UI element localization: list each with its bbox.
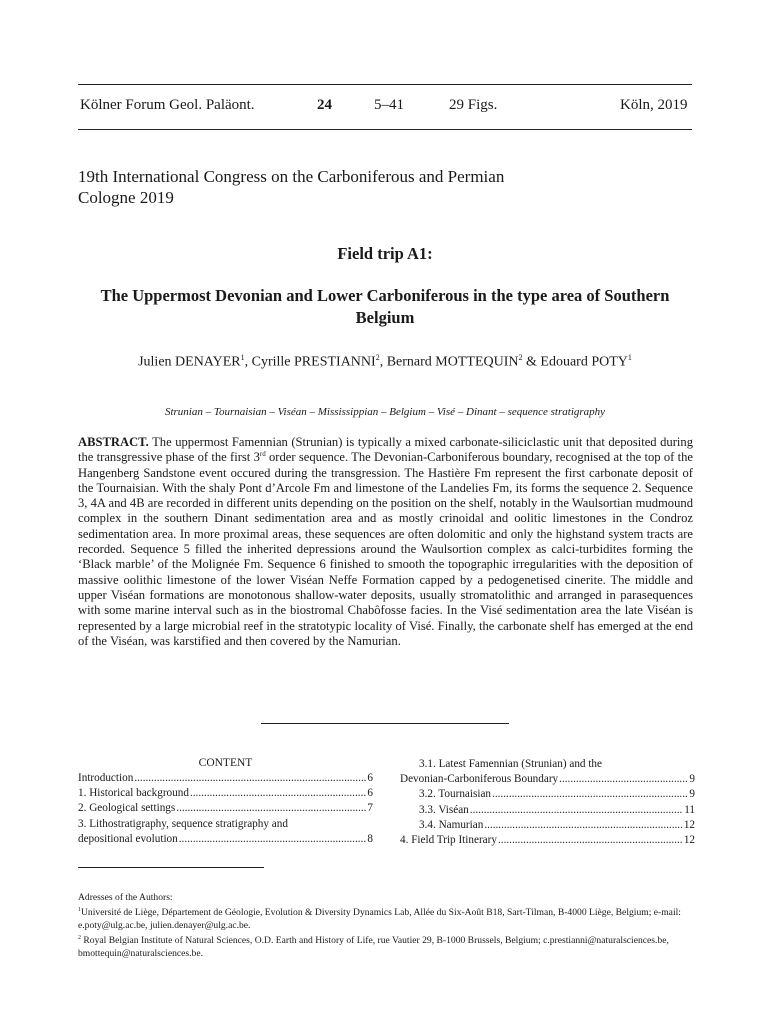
author-affiliation: 2 [518,353,523,362]
contents-left-column [78,771,373,847]
abstract-superscript: rd [259,450,266,459]
author-name: Cyrille PRESTIANNI [251,354,376,370]
footnote-heading: Adresses of the Authors: [78,892,173,903]
toc-entry[interactable]: 3.1. Latest Famennian (Strunian) and the [419,758,602,770]
toc-entry[interactable]: 3. Lithostratigraphy, sequence stratigraphy and [78,817,288,830]
toc-entry-label: Introduction [78,772,134,784]
header-rule-bottom [78,129,692,130]
toc-leader [559,772,688,787]
toc-entry-page: 9 [689,788,695,801]
journal-volume: 24 [317,97,332,113]
toc-leader [498,833,683,848]
toc-entry[interactable] [78,771,373,786]
footnote-rule [78,867,264,868]
toc-leader [134,771,366,786]
toc-entry-page: 11 [684,803,695,816]
contents-heading: CONTENT [198,757,253,769]
toc-leader [484,818,683,833]
author-name: Edouard POTY [540,354,628,370]
toc-entry-page: 9 [689,773,695,786]
abstract-text-2: order sequence. The Devonian-Carboniferous boundary, recognised at the top of the Hangenberg Sandstone event occured during the transgression. The Hastière Fm represent the first carbonate deposit of the Tournaisian. With the shaly Pont d’Arcole Fm and limestone of the Landelies Fm, its forms the sequence 2. Sequence 3, 4A and 4B are recorded in different units depending on the position on the shelf, notably in the Waulsortian mudmound complex in the southern Dinant sedimentation area and as mostly crinoidal and oolitic limestones in the Condroz sedimentation area. In more proximal areas, these sequences are often dolomitic and only the highstand system tracts are recorded. Sequence 5 filled the inherited depressions around the Waulsortion complex as calci-turbidites forming the ‘Black marble’ of the Molignée Fm. Sequence 6 finished to smooth the topographic irregularities with the deposition of massive oolithic limestone of the lower Viséan Neffe Formation capped by a pedogenetised cinerite. The middle and upper Viséan formations are monotonous shallow-water deposits, usually stromatolithic and arranged in parasequences with some marine interval such as in the biostromal Chabôfosse facies. In the Visé sedimentation area the late Viséan is represented by a large microbial reef in the stratotypic locality of Visé. Finally, the carbonate shelf has emerged at the end of the Viséan, was karstified and then covered by the Namurian. [78,450,693,648]
congress-name [78,166,504,208]
field-trip-label: Field trip A1: [337,244,433,263]
toc-entry-page: 8 [367,832,373,845]
toc-entry-label: depositional evolution [78,832,178,845]
abstract-separator [261,723,509,724]
toc-entry[interactable] [78,786,373,801]
toc-entry-label: 3.4. Namurian [419,818,484,831]
toc-leader [179,832,367,847]
congress-line-1: 19th International Congress on the Carboniferous and Permian [78,167,505,186]
abstract-label: ABSTRACT. [78,435,149,449]
toc-entry-label: 4. Field Trip Itinerary [400,834,497,847]
toc-entry[interactable] [400,818,695,833]
footnote-2 [78,932,693,960]
footnote-mark: 2 [78,935,81,942]
paper-title: The Uppermost Devonian and Lower Carboniferous in the type area of Southern Belgium [100,286,670,327]
author-separator: , [379,354,387,370]
toc-entry[interactable] [400,772,695,787]
toc-entry-page: 12 [683,818,695,831]
author-affiliation: 2 [375,353,380,362]
toc-entry-label: Devonian-Carboniferous Boundary [400,773,559,786]
author-affiliation: 1 [627,353,632,362]
author-affiliation: 1 [240,353,245,362]
contents-right-column [400,757,695,848]
toc-entry-label: 3.2. Tournaisian [419,788,492,801]
author-name: Julien DENAYER [138,354,241,370]
keywords: Strunian – Tournaisian – Viséan – Mississippian – Belgium – Visé – Dinant – sequence stratigraphy [164,406,606,418]
toc-leader [176,801,366,816]
author-separator: & [522,354,541,370]
footnote-1 [78,904,693,932]
header-rule-top [78,84,692,85]
journal-place-year: Köln, 2019 [620,97,688,113]
author-list [0,353,770,371]
footnote-mark: 1 [78,907,81,913]
toc-entry-label: 3.3. Viséan [419,803,469,816]
toc-leader [470,803,683,818]
footnotes [78,891,693,960]
toc-entry[interactable] [400,833,695,848]
abstract [78,435,693,649]
toc-entry[interactable] [78,832,373,847]
journal-name: Kölner Forum Geol. Paläont. [80,97,255,113]
toc-entry[interactable] [400,787,695,802]
congress-line-2: Cologne 2019 [78,188,174,207]
toc-entry-label: 1. Historical background [78,787,189,800]
toc-entry-label: 2. Geological settings [78,802,176,815]
toc-entry-page: 6 [367,787,373,800]
toc-entry-page: 6 [367,772,373,784]
author-name: Bernard MOTTEQUIN [386,354,519,370]
author-separator: , [244,354,252,370]
journal-pages: 5–41 [374,97,404,113]
abstract-text-1: The uppermost Famennian (Strunian) is typically a mixed carbonate-siliciclastic unit that deposited during the transgressive phase of the first 3 [78,435,694,465]
toc-leader [190,786,366,801]
toc-entry-page: 7 [367,802,373,815]
journal-figs: 29 Figs. [449,97,498,113]
toc-leader [492,787,688,802]
toc-entry-page: 12 [683,834,695,847]
toc-entry[interactable] [78,801,373,816]
footnote-text: Université de Liège, Département de Géologie, Evolution & Diversity Dynamics Lab, Allée du Six-Août B18, Sart-Tilman, B-4000 Liège, Belgium; e-mail: e.poty@ulg.ac.be, julien.denayer@ulg.ac.be. [78,907,681,932]
toc-entry[interactable] [400,803,695,818]
footnote-text: Royal Belgian Institute of Natural Sciences, O.D. Earth and History of Life, rue Vautier 29, B-1000 Brussels, Belgium; c.prestianni@naturalsciences.be, bmottequin@naturalsciences.be. [78,935,669,960]
